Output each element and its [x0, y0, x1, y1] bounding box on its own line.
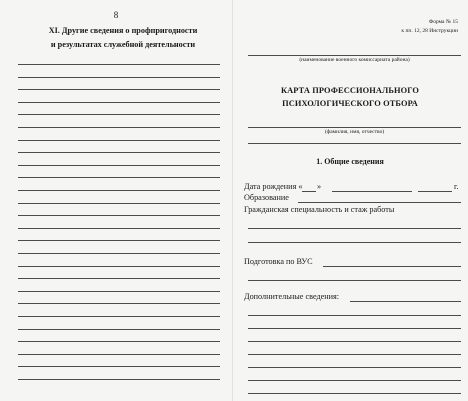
civil-specialty-line-1[interactable] [248, 228, 461, 229]
additional-label: Дополнительные сведения: [244, 292, 340, 301]
birth-date-label: Дата рождения « [244, 182, 303, 191]
ruled-line[interactable] [18, 89, 220, 90]
vus-line-2[interactable] [248, 280, 461, 281]
education-label: Образование [244, 193, 289, 202]
ruled-line[interactable] [18, 64, 220, 65]
form-header [401, 18, 458, 35]
ruled-line[interactable] [18, 278, 220, 279]
birth-day-field[interactable] [302, 191, 316, 192]
ruled-line[interactable] [18, 240, 220, 241]
ruled-line[interactable] [18, 127, 220, 128]
ruled-line[interactable] [18, 303, 220, 304]
ruled-line[interactable] [18, 253, 220, 254]
vus-field[interactable] [323, 266, 461, 267]
birth-month-field[interactable] [332, 191, 412, 192]
ruled-line[interactable] [18, 215, 220, 216]
fio-line-2[interactable] [248, 143, 461, 144]
ruled-line[interactable] [18, 329, 220, 330]
ruled-line[interactable] [248, 380, 461, 381]
ruled-line[interactable] [18, 379, 220, 380]
civil-specialty-line-2[interactable] [248, 242, 461, 243]
ruled-line[interactable] [248, 354, 461, 355]
birth-quote-close: » [317, 182, 322, 191]
ruled-line[interactable] [18, 341, 220, 342]
commissariat-name-line[interactable] [248, 55, 461, 56]
ruled-line[interactable] [18, 354, 220, 355]
birth-year-suffix: г. [454, 182, 459, 191]
ruled-line[interactable] [18, 165, 220, 166]
ruled-line[interactable] [18, 177, 220, 178]
section-title: 1. Общие сведения [316, 157, 384, 166]
page-number: 8 [113, 10, 119, 20]
card-title-line-1: КАРТА ПРОФЕССИОНАЛЬНОГО [280, 86, 420, 95]
card-title [232, 84, 468, 110]
civil-specialty-label: Гражданская специальность и стаж работы [244, 205, 395, 214]
education-field[interactable] [298, 202, 461, 203]
ruled-line[interactable] [18, 140, 220, 141]
left-page-title [18, 24, 228, 52]
ruled-line[interactable] [18, 190, 220, 191]
ruled-line[interactable] [248, 393, 461, 394]
ruled-line[interactable] [18, 266, 220, 267]
ruled-line[interactable] [18, 77, 220, 78]
birth-year-field[interactable] [418, 191, 452, 192]
ruled-line[interactable] [18, 366, 220, 367]
ruled-line[interactable] [248, 315, 461, 316]
form-reference: к пп. 12, 28 Инструкции [401, 27, 458, 34]
ruled-line[interactable] [18, 152, 220, 153]
commissariat-caption: (наименование военного комиссариата района) [299, 57, 410, 63]
ruled-line[interactable] [248, 328, 461, 329]
left-title-line-2: и результатах служебной деятельности [50, 40, 196, 49]
vus-label: Подготовка по ВУС [244, 257, 313, 266]
ruled-line[interactable] [18, 316, 220, 317]
card-title-line-2: ПСИХОЛОГИЧЕСКОГО ОТБОРА [282, 99, 418, 108]
additional-field[interactable] [350, 301, 461, 302]
ruled-line[interactable] [248, 341, 461, 342]
ruled-line[interactable] [18, 102, 220, 103]
fio-caption: (фамилия, имя, отчество) [324, 129, 385, 135]
ruled-line[interactable] [248, 367, 461, 368]
left-title-line-1: XI. Другие сведения о профпригодности [48, 26, 198, 35]
ruled-line[interactable] [18, 203, 220, 204]
ruled-line[interactable] [18, 228, 220, 229]
form-number: Форма № 15 [428, 19, 458, 25]
ruled-line[interactable] [18, 114, 220, 115]
fio-line[interactable] [248, 127, 461, 128]
ruled-line[interactable] [18, 291, 220, 292]
